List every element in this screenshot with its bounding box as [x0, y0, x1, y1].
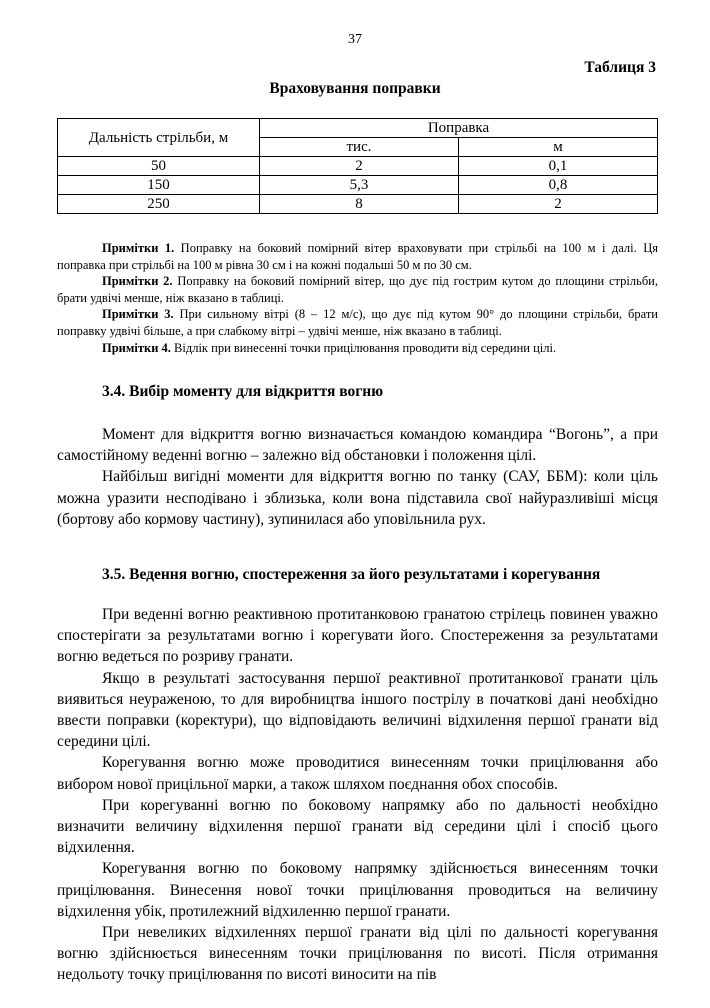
note-text: Відлік при винесенні точки прицілювання проводити від середини цілі.	[170, 340, 557, 355]
section-3-4-body	[57, 424, 658, 530]
table-notes	[57, 240, 658, 356]
meters-cell: 2	[459, 195, 658, 214]
paragraph: При невеликих відхиленнях першої гранати від цілі по дальності корегування вогню здійснюється винесенням точки прицілювання по висоті. Після отримання недольоту точку прицілювання по висоті виносити на пів	[57, 924, 658, 984]
section-heading-3-5: 3.5. Ведення вогню, спостереження за його результатами і корегування	[102, 566, 601, 583]
paragraph: Корегування вогню по боковому напрямку здійснюється винесенням точки прицілювання. Винесення нової точки прицілювання проводиться на величину відхилення убік, протилежний відхиленню першої гранати.	[57, 860, 658, 920]
note-label: Примітки 3.	[102, 307, 174, 322]
note-text: Поправку на боковий помірний вітер, що дує під гострим кутом до площини стрільби, брати удвічі менше, ніж вказано в таблиці.	[57, 274, 658, 305]
section-3-5-body	[57, 604, 658, 986]
correction-table	[57, 118, 658, 214]
table-label: Таблиця 3	[584, 59, 656, 76]
note-1	[57, 240, 658, 273]
table-row	[58, 195, 658, 214]
correction-header: Поправка	[260, 119, 658, 138]
table-row	[58, 157, 658, 176]
thousandths-header: тис.	[260, 138, 459, 157]
thousandths-cell: 5,3	[260, 176, 459, 195]
table-row	[58, 176, 658, 195]
paragraph: При корегуванні вогню по боковому напрямку або по дальності необхідно визначити величину відхилення першої гранати від середини цілі і спосіб цього відхилення.	[57, 796, 658, 857]
range-cell: 50	[58, 157, 260, 176]
table-header-row	[58, 119, 658, 138]
meters-cell: 0,8	[459, 176, 658, 195]
thousandths-cell: 8	[260, 195, 459, 214]
paragraph: Якщо в результаті застосування першої реактивної протитанкової гранати ціль виявиться неураженою, то для виробництва іншого пострілу в початкові дані необхідно ввести поправки (коректури), що відповідають величині відхилення першої гранати від середини цілі.	[57, 669, 658, 751]
note-label: Примітки 1.	[102, 241, 175, 255]
range-cell: 150	[58, 176, 260, 195]
paragraph: Корегування вогню може проводитися винесенням точки прицілювання або вибором нової прицільної марки, а також шляхом поєднання обох способів.	[57, 754, 658, 793]
page-number: 37	[348, 32, 362, 47]
note-label: Примітки 4.	[102, 340, 171, 355]
range-header: Дальність стрільби, м	[58, 119, 260, 157]
paragraph: При веденні вогню реактивною протитанковою гранатою стрілець повинен уважно спостерігати за результатами вогню і корегувати його. Спостереження за результатами вогню ведеться по розриву гранати.	[57, 606, 658, 666]
paragraph: Найбільш вигідні моменти для відкриття вогню по танку (САУ, ББМ): коли ціль можна уразити несподівано і зблизька, коли вона підставила свої найуразливіші місця (бортову або кормову частину), зупинилася або уповільнила рух.	[57, 468, 658, 528]
note-label: Примітки 2.	[102, 274, 173, 289]
note-text: При сильному вітрі (8 – 12 м/с), що дує під кутом 90° до площини стрільби, брати поправку удвічі більше, а при слабкому вітрі – удвічі менше, ніж вказано в таблиці.	[57, 307, 658, 338]
meters-cell: 0,1	[459, 157, 658, 176]
section-heading-3-4: 3.4. Вибір моменту для відкриття вогню	[102, 383, 384, 400]
paragraph: Момент для відкриття вогню визначається командою командира “Вогонь”, а при самостійному веденні вогню – залежно від обстановки і положення цілі.	[57, 426, 658, 465]
table-title: Враховування поправки	[269, 80, 441, 97]
note-3	[57, 306, 658, 339]
note-text: Поправку на боковий помірний вітер враховувати при стрільбі на 100 м і далі. Ця поправка при стрільбі на 100 м рівна 30 см і на кожні подальші 50 м по 30 см.	[57, 241, 658, 272]
note-4	[57, 340, 658, 357]
meters-header: м	[459, 138, 658, 157]
note-2	[57, 273, 658, 306]
range-cell: 250	[58, 195, 260, 214]
thousandths-cell: 2	[260, 157, 459, 176]
